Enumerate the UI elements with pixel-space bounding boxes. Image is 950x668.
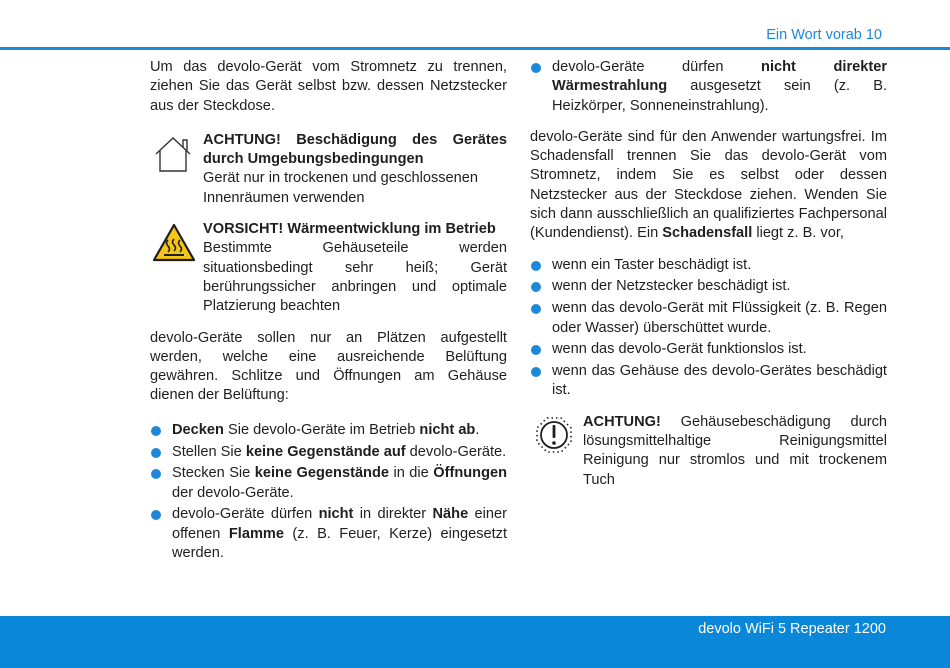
list-item: Stellen Sie keine Gegenstände auf devolo-Geräte. (150, 443, 507, 462)
bullet-dot (151, 469, 161, 479)
bullet-dot (531, 304, 541, 314)
notice-heat-title: VORSICHT! Wärmeentwicklung im Betrieb (203, 221, 496, 238)
notice-heat (150, 220, 507, 316)
bullet-dot (151, 448, 161, 458)
bullet-dot (151, 510, 161, 520)
ventilation-paragraph: devolo-Geräte sollen nur an Plätzen aufgestellt werden, welche eine ausreichende Belüftung gewähren. Schlitze und Öffnungen am Gehäuse dienen der Belüftung: (150, 329, 507, 404)
bullet-dot (531, 282, 541, 292)
header-divider (0, 47, 950, 50)
page-header-title: Ein Wort vorab 10 (766, 27, 882, 43)
house-icon (152, 135, 194, 175)
notice-environment (150, 131, 507, 208)
page-footer (0, 616, 950, 668)
bullet-dot (531, 261, 541, 271)
notice-environment-title: ACHTUNG! Beschädigung des Gerätes durch Umgebungsbedingungen (203, 131, 507, 168)
footer-title: devolo WiFi 5 Repeater 1200 (698, 621, 886, 637)
list-item: wenn das devolo-Gerät funktionslos ist. (530, 340, 887, 359)
list-item: wenn ein Taster beschädigt ist. (530, 256, 887, 275)
maintenance-paragraph: devolo-Geräte sind für den Anwender wartungsfrei. Im Schadensfall trennen Sie das devolo-Gerät vom Stromnetz, indem Sie es selbst oder dessen Netzstecker aus der Steckdose ziehen. Wenden Sie sich dann ausschließlich an qualifiziertes Fachpersonal (Kundendienst). Ein Schadensfall liegt z. B. vor, (530, 128, 887, 242)
notice-heat-text: Bestimmte Gehäuseteile werden situationsbedingt sehr heiß; Gerät berührungssicher anbringen und optimale Platzierung beachten (203, 240, 507, 315)
bullet-dot (151, 426, 161, 436)
notice-environment-text: Gerät nur in trockenen und geschlossenen Innenräumen verwenden (203, 170, 479, 206)
list-item: Stecken Sie keine Gegenstände in die Öffnungen der devolo-Geräte. (150, 464, 507, 503)
ventilation-list (150, 421, 507, 564)
list-item: devolo-Geräte dürfen nicht in direkter Nähe einer offenen Flamme (z. B. Feuer, Kerze) eingesetzt werden. (150, 505, 507, 563)
hot-surface-warning-icon (152, 222, 194, 262)
heat-list (530, 58, 887, 116)
list-item: wenn der Netzstecker beschädigt ist. (530, 277, 887, 296)
intro-paragraph: Um das devolo-Gerät vom Stromnetz zu trennen, ziehen Sie das Gerät selbst bzw. dessen Netzstecker aus der Steckdose. (150, 59, 507, 114)
list-item: wenn das devolo-Gerät mit Flüssigkeit (z. B. Regen oder Wasser) überschüttet wurde. (530, 299, 887, 338)
exclamation-octagon-icon (534, 415, 576, 455)
notice-cleaning (530, 413, 887, 490)
damage-list (530, 256, 887, 401)
notice-cleaning-text: ACHTUNG! Gehäusebeschädigung durch lösungsmittelhaltige Reinigungsmittel Reinigung nur stromlos und mit trockenem Tuch (583, 413, 887, 488)
bullet-dot (531, 367, 541, 377)
bullet-dot (531, 63, 541, 73)
list-item: Decken Sie devolo-Geräte im Betrieb nicht ab. (150, 421, 507, 440)
right-column (530, 58, 887, 490)
left-column (150, 58, 507, 566)
list-item: wenn das Gehäuse des devolo-Gerätes beschädigt ist. (530, 362, 887, 401)
list-item: devolo-Geräte dürfen nicht direkter Wärmestrahlung ausgesetzt sein (z. B. Heizkörper, Sonneneinstrahlung). (530, 58, 887, 116)
bullet-dot (531, 345, 541, 355)
